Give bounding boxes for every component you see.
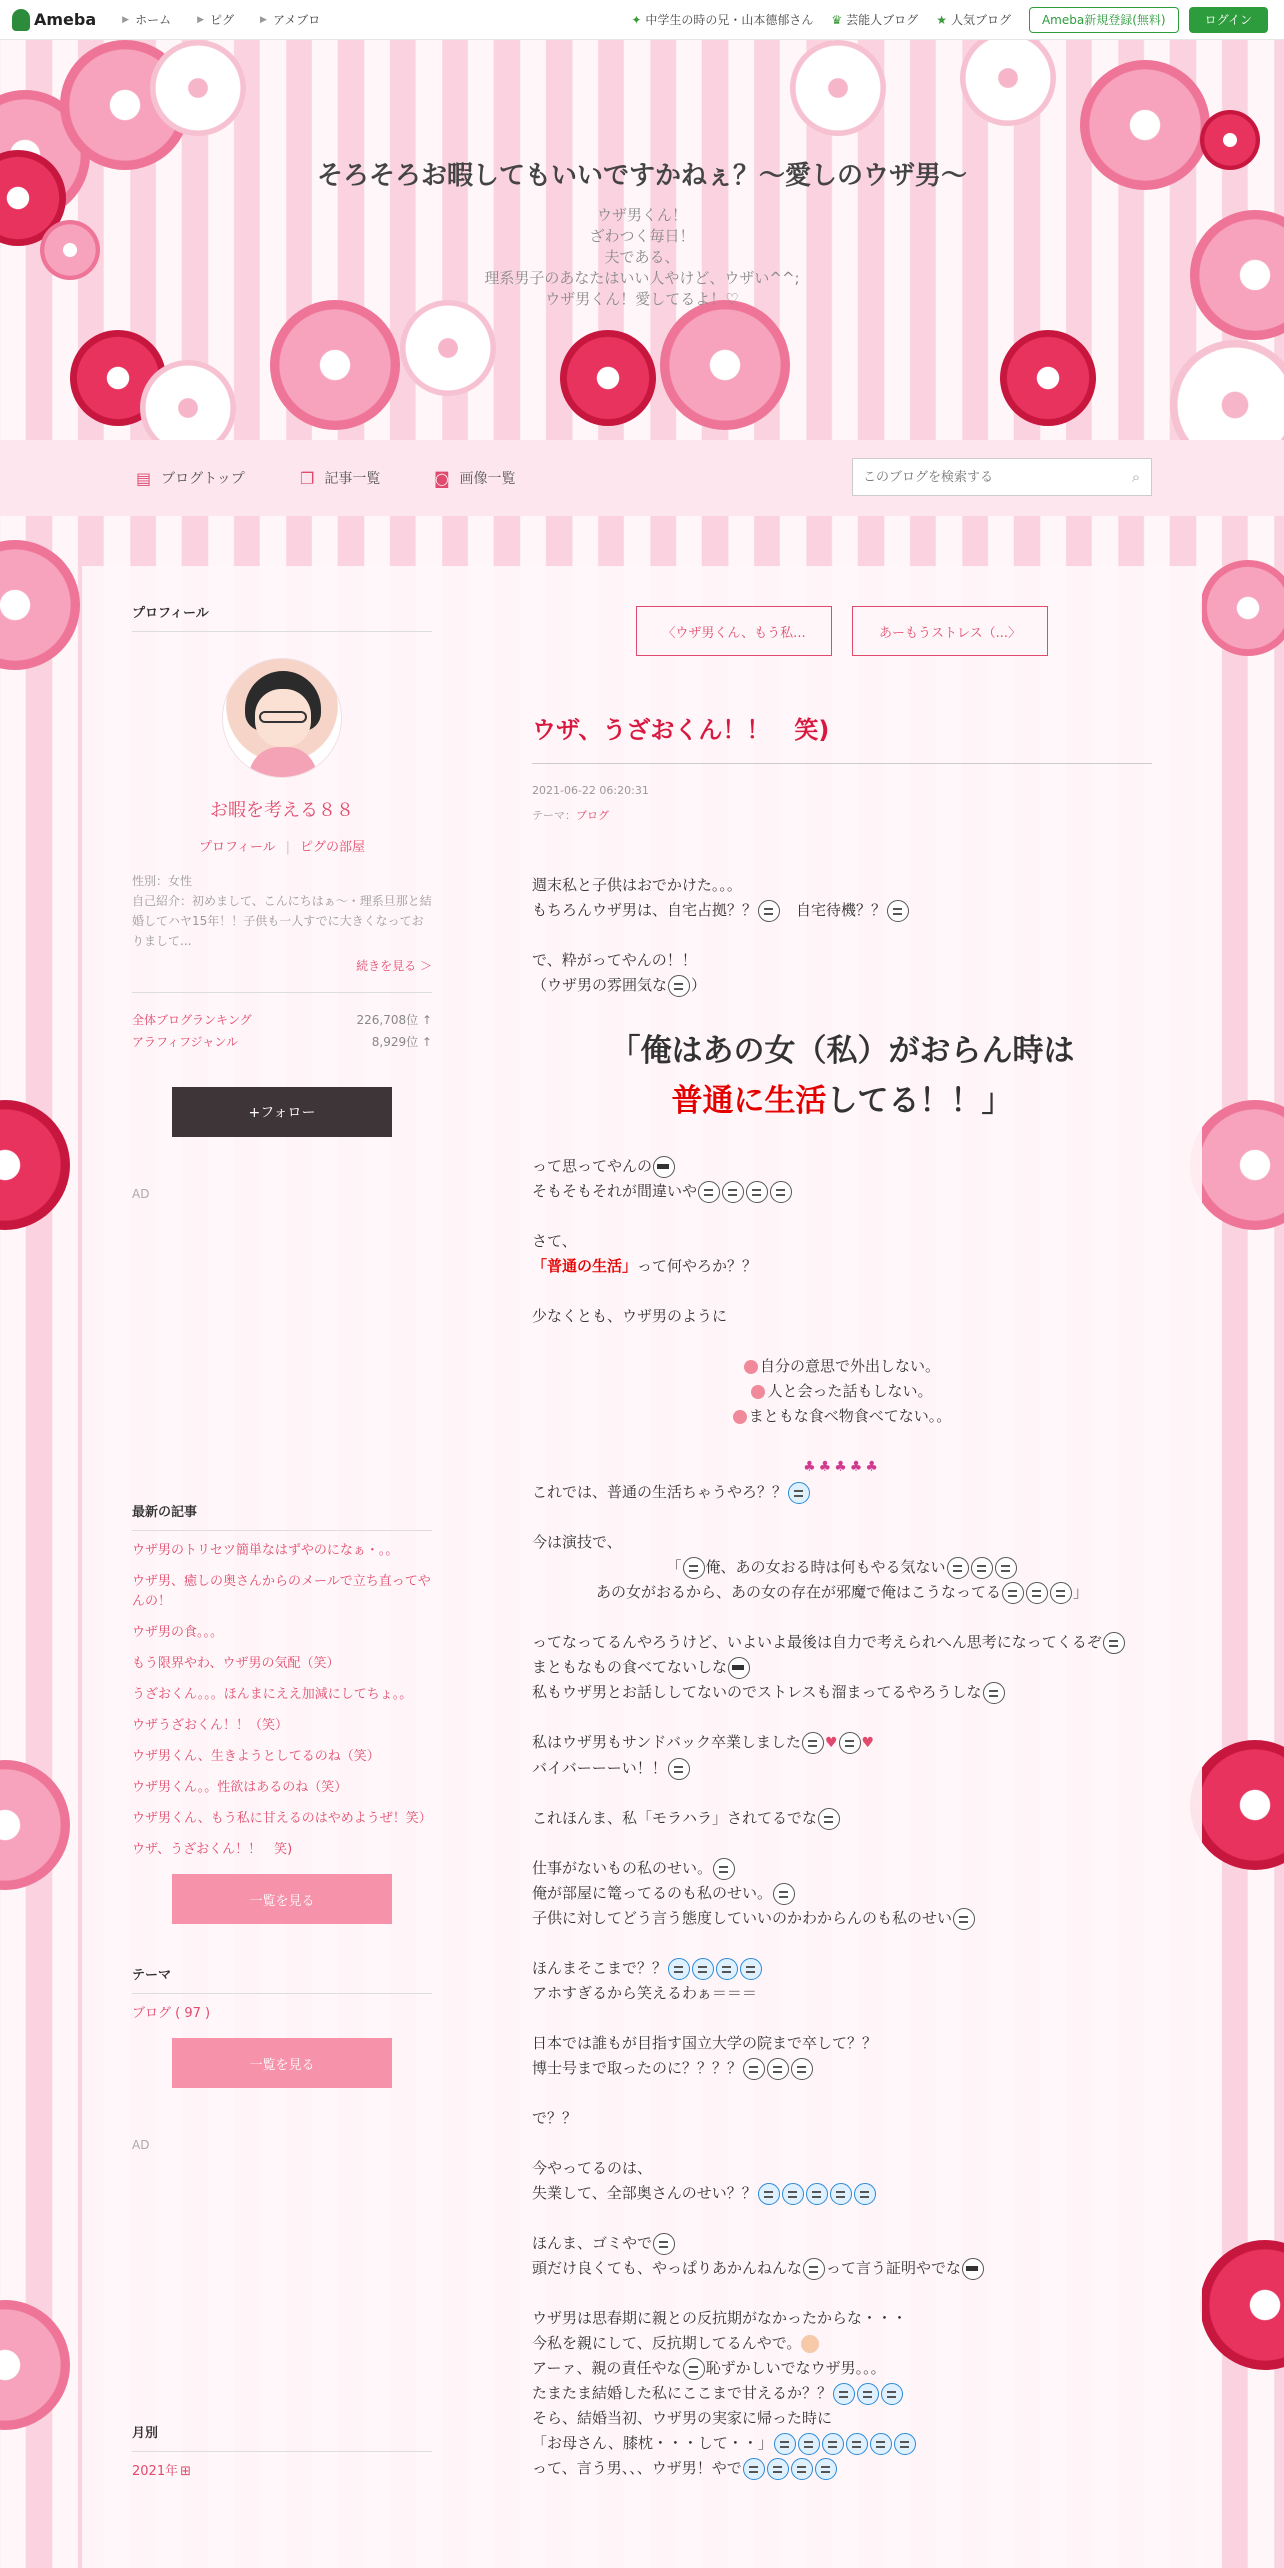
gnav-ameblo[interactable]: ▶ アメブロ [260, 13, 321, 27]
blog-title[interactable]: そろそろお暇してもいいですかねぇ？〜愛しのウザ男〜 [316, 161, 967, 191]
text: もちろんウザ男は、自宅占拠？？ [532, 901, 758, 919]
paragraph: アホすぎるから笑えるわぁ＝＝＝ [532, 1984, 757, 2002]
text: ） [691, 976, 707, 994]
face-emoji-icon [743, 2058, 765, 2080]
recent-article-link[interactable]: ウザ男のトリセツ簡単なはずやのになぁ・。。 [132, 1543, 399, 1558]
theme-link[interactable]: ブログ [576, 809, 609, 822]
triangle-icon: ▶ [197, 14, 205, 25]
highlight-quote [532, 1026, 1152, 1126]
face-emoji-icon [668, 975, 690, 997]
profile-links [132, 836, 432, 855]
crying-emoji-icon [668, 1958, 690, 1980]
star-icon: ★ [936, 12, 947, 27]
crying-emoji-icon [894, 2433, 916, 2455]
face-emoji-icon [953, 1908, 975, 1930]
theme-heading: テーマ [132, 1964, 432, 1994]
face-emoji-icon [803, 2258, 825, 2280]
crying-emoji-icon [774, 2433, 796, 2455]
paragraph [532, 1254, 1152, 1279]
text: 子供に対してどう言う態度していいのかわからんのも私のせい [532, 1909, 953, 1927]
triangle-icon: ▶ [260, 14, 267, 25]
theme-list [132, 2004, 432, 2024]
paragraph [532, 1806, 1152, 1831]
face-emoji-icon [971, 1557, 993, 1579]
text: 私はウザ男もサンドバック卒業しました [532, 1733, 801, 1751]
ranking-box [132, 992, 432, 1053]
paragraph [532, 1956, 1152, 1981]
recent-articles-list [132, 1541, 432, 1860]
search-icon[interactable]: ⌕ [1131, 468, 1141, 486]
monthly-heading: 月別 [132, 2422, 432, 2452]
paragraph: で、粋がってやんの！！ [532, 951, 697, 969]
month-link[interactable] [132, 2462, 432, 2482]
paragraph: 日本では誰もが目指す国立大学の院まで卒して？？ [532, 2034, 878, 2052]
nav-image-list[interactable]: ◙ 画像一覧 [434, 468, 516, 488]
face-emoji-icon [995, 1557, 1017, 1579]
follow-button[interactable]: +フォロー [172, 1087, 392, 1137]
face-emoji-icon [1050, 1582, 1072, 1604]
quote-line: 「俺はあの女（私）がおらん時は [609, 1033, 1075, 1069]
text: そもそもそれが間違いや [532, 1182, 698, 1200]
heart-icon: ♥ [824, 1735, 838, 1751]
chevron-left-icon: 〈 [662, 625, 676, 641]
face-emoji-icon [1026, 1582, 1048, 1604]
paragraph [532, 1881, 1152, 1906]
recent-article-link[interactable]: ウザうざおくん！！（笑） [132, 1718, 289, 1733]
flower-decoration [1190, 1100, 1284, 1230]
crown-icon: ♛ [831, 12, 843, 27]
month-label: 2021年 [132, 2464, 179, 2479]
heart-icon: ♥ [861, 1735, 875, 1751]
flower-decoration [0, 1100, 70, 1230]
text: 今私を親にして、反抗期してるんやで。 [532, 2334, 802, 2352]
text: （ウザ男の雰囲気な [532, 976, 668, 994]
triangle-icon: ▶ [122, 14, 130, 25]
crying-emoji-icon [870, 2433, 892, 2455]
face-emoji-icon [802, 1732, 824, 1754]
paragraph [532, 1906, 1152, 1931]
text: ってなってるんやろうけど、いよいよ最後は自力で考えられへん思考になってくるぞ [532, 1633, 1102, 1651]
paragraph: そら、結婚当初、ウザ男の実家に帰った時に [532, 2409, 833, 2427]
paragraph [532, 1404, 1152, 1429]
paragraph [532, 2231, 1152, 2256]
entry-title[interactable]: ウザ、うざおくん！！ 笑) [532, 710, 1152, 764]
crying-emoji-icon [798, 2433, 820, 2455]
text: 」 [1073, 1583, 1089, 1601]
flower-decoration [0, 1760, 70, 1890]
paragraph [532, 2381, 1152, 2406]
tulip-row [532, 1454, 1152, 1480]
text: ほんま、ゴミやで [532, 2234, 653, 2252]
paragraph [532, 898, 1152, 923]
flower-emoji-icon [733, 1410, 747, 1424]
ranking-value: 8,929位 ↑ [371, 1035, 432, 1049]
flower-decoration [0, 2300, 70, 2430]
paragraph: ウザ男は思春期に親との反抗期がなかったからな・・・ [532, 2309, 908, 2327]
face-emoji-icon [791, 2058, 813, 2080]
paragraph [532, 1480, 1152, 1505]
face-emoji-icon [653, 2233, 675, 2255]
login-button[interactable]: ログイン [1189, 7, 1268, 33]
paragraph [532, 1580, 1152, 1605]
face-emoji-icon [887, 900, 909, 922]
flower-emoji-icon [744, 1360, 758, 1374]
ameba-logo-icon [12, 9, 30, 31]
recent-article-link[interactable]: ウザ男の食。。。 [132, 1625, 224, 1640]
entry-date: 2021-06-22 06:20:31 [532, 784, 649, 797]
text: 「 [666, 1558, 682, 1576]
flower-decoration [1200, 2240, 1284, 2370]
paragraph: さて、 [532, 1232, 577, 1250]
entry-theme [532, 807, 1152, 823]
paragraph [532, 1379, 1152, 1404]
text: って言う証明やでな [826, 2259, 962, 2277]
crying-emoji-icon [822, 2433, 844, 2455]
crying-emoji-icon [788, 1482, 810, 1504]
ranking-value: 226,708位 ↑ [356, 1013, 432, 1027]
text: って思ってやんの [532, 1157, 653, 1175]
sunglasses-emoji-icon [728, 1657, 750, 1679]
baby-emoji-icon [801, 2335, 819, 2353]
ameba-global-bar [0, 0, 1284, 40]
ranking-label[interactable]: アラフィフジャンル [132, 1035, 239, 1049]
face-emoji-icon [947, 1557, 969, 1579]
text: 恥ずかしいでなウザ男。。。 [705, 2359, 886, 2377]
paragraph [532, 1730, 1152, 1756]
text: アーァ、親の責任やな [532, 2359, 682, 2377]
crying-emoji-icon [846, 2433, 868, 2455]
face-emoji-icon [683, 2358, 705, 2380]
ad-label: AD [132, 2138, 150, 2152]
crying-emoji-icon [833, 2383, 855, 2405]
sparkle-icon: ✦ [631, 12, 642, 27]
entry-pager [532, 606, 1152, 656]
gnav-pigg[interactable]: ▶ ピグ [197, 13, 235, 27]
text: 失業して、全部奥さんのせい？？ [532, 2184, 757, 2202]
face-emoji-icon [773, 1883, 795, 1905]
text: 人と会った話もしない。 [767, 1382, 933, 1400]
nav-blog-top[interactable]: ▤ ブログトップ [136, 468, 245, 488]
entry-body [532, 873, 1152, 2481]
blog-search [852, 458, 1152, 496]
trending-link[interactable]: ✦ 中学生の時の兄・山本德郁さん [631, 12, 814, 27]
text: 自宅待機？？ [781, 901, 887, 919]
text: って、言う男、、、ウザ男！やで [532, 2459, 742, 2477]
crying-emoji-icon [815, 2458, 837, 2480]
crying-emoji-icon [767, 2458, 789, 2480]
paragraph [532, 1655, 1152, 1680]
crying-emoji-icon [692, 1958, 714, 1980]
text: まともな食べ物食べてない。。 [748, 1407, 952, 1425]
profile-info: 性別：女性 自己紹介：初めまして、こんにちはぁ〜・理系旦那と結婚してハヤ15年！！子供も一人すでに大きくなっておりまして... [132, 874, 432, 948]
sidebar [132, 602, 432, 2493]
avatar[interactable] [222, 658, 342, 778]
monthly-list [132, 2462, 432, 2482]
ranking-row [132, 1009, 432, 1031]
next-entry-button[interactable]: あーもうストレス（... 〉 [852, 606, 1048, 656]
text: 「お母さん、膝枕・・・して・・」 [532, 2434, 773, 2452]
text: あの女がおるから、あの女の存在が邪魔で俺はこうなってる [595, 1583, 1001, 1601]
face-emoji-icon [683, 1557, 705, 1579]
face-emoji-icon [722, 1181, 744, 1203]
paragraph [532, 973, 1152, 998]
crying-emoji-icon [743, 2458, 765, 2480]
paragraph: 今やってるのは、 [532, 2159, 653, 2177]
recent-article-link[interactable]: もう限界やわ、ウザ男の気配（笑） [132, 1656, 340, 1671]
text: バイバーーーい！！ [532, 1759, 667, 1777]
theme-link[interactable]: ブログ ( 97 ) [132, 2006, 211, 2021]
text: してる！！」 [826, 1083, 1013, 1119]
crying-emoji-icon [830, 2183, 852, 2205]
paragraph: 週末私と子供はおでかけた。。。 [532, 876, 742, 894]
face-emoji-icon [668, 1758, 690, 1780]
read-more-link[interactable]: 続きを見る ＞ [356, 959, 432, 973]
paragraph: で？？ [532, 2109, 578, 2127]
text: これほんま、私「モラハラ」されてるでな [532, 1809, 817, 1827]
list-icon: ❐ [300, 468, 315, 488]
paragraph: 少なくとも、ウザ男のように [532, 1307, 728, 1325]
profile-link[interactable]: プロフィール [198, 840, 276, 855]
register-button[interactable]: Ameba新規登録(無料) [1029, 7, 1179, 33]
face-emoji-icon [746, 1181, 768, 1203]
paragraph [532, 2356, 1152, 2381]
theme-list-button[interactable]: 一覧を見る [172, 2038, 392, 2088]
paragraph [532, 2056, 1152, 2081]
paragraph [532, 2256, 1152, 2281]
face-emoji-icon [983, 1682, 1005, 1704]
text: 自分の意思で外出しない。 [759, 1357, 940, 1375]
text: 俺が部屋に篭ってるのも私のせい。 [532, 1884, 773, 1902]
theme-label: テーマ： [532, 809, 576, 822]
crying-emoji-icon [791, 2458, 813, 2480]
crying-emoji-icon [716, 1958, 738, 1980]
text: たまたま結婚した私にここまで甘えるか？？ [532, 2384, 833, 2402]
text: 俺、あの女おる時は何もやる気ない [705, 1558, 946, 1576]
paragraph [532, 2181, 1152, 2206]
popular-blog-link[interactable]: ★ 人気ブログ [936, 12, 1011, 27]
blog-description: ウザ男くん！ ざわつく毎日！ 夫である、 理系男子のあなたはいい人やけど、ウザい^^; ウザ男くん！愛してるよ！♡ [484, 206, 800, 308]
chevron-right-icon: 〉 [1008, 625, 1022, 641]
crying-emoji-icon [782, 2183, 804, 2205]
face-emoji-icon [839, 1732, 861, 1754]
text: 私もウザ男とお話ししてないのでストレスも溜まってるやろうしな [532, 1683, 982, 1701]
recent-article-link[interactable]: ウザ男くん。。性欲はあるのね（笑） [132, 1780, 348, 1795]
face-emoji-icon [698, 1181, 720, 1203]
paragraph [532, 1354, 1152, 1379]
celebrity-blog-link[interactable]: ♛ 芸能人ブログ [831, 12, 919, 27]
text: これでは、普通の生活ちゃうやろ？？ [532, 1483, 788, 1501]
emphasis: 「普通の生活」 [532, 1257, 638, 1275]
paragraph [532, 1856, 1152, 1881]
recent-list-button[interactable]: 一覧を見る [172, 1874, 392, 1924]
angry-emoji-icon [818, 1808, 840, 1830]
paragraph: 今は演技で、 [532, 1533, 622, 1551]
flower-decoration [1190, 1740, 1284, 1870]
recent-article-link[interactable]: ウザ男くん、生きようとしてるのね（笑） [132, 1749, 380, 1764]
paragraph [532, 1555, 1152, 1580]
profile-heading: プロフィール [132, 602, 432, 632]
paragraph [532, 1179, 1152, 1204]
avatar-glasses [259, 711, 307, 723]
crying-emoji-icon [857, 2383, 879, 2405]
face-emoji-icon [713, 1858, 735, 1880]
sunglasses-emoji-icon [962, 2258, 984, 2280]
quote-emphasis: 普通に生活 [671, 1083, 827, 1119]
face-emoji-icon [1002, 1582, 1024, 1604]
paragraph [532, 1680, 1152, 1705]
paragraph [532, 1756, 1152, 1781]
text: 仕事がないもの私のせい。 [532, 1859, 713, 1877]
recent-article-link[interactable]: ウザ男くん、もう私に甘えるのはやめようぜ！笑） [132, 1811, 432, 1826]
ameba-logo[interactable]: Ameba [12, 9, 96, 31]
avatar-body [249, 747, 317, 778]
paragraph [532, 2331, 1152, 2356]
blog-icon: ▤ [136, 468, 152, 488]
prev-entry-button[interactable]: 〈 ウザ男くん、もう私... [636, 606, 832, 656]
content-container [82, 566, 1202, 2568]
profile-name[interactable]: お暇を考える８８ [210, 800, 354, 821]
crying-emoji-icon [806, 2183, 828, 2205]
crying-emoji-icon [881, 2383, 903, 2405]
expand-icon[interactable]: ⊞ [180, 2464, 191, 2479]
sunglasses-emoji-icon [653, 1156, 675, 1178]
text: ほんまそこまで？？ [532, 1959, 668, 1977]
face-emoji-icon [767, 2058, 789, 2080]
text: まともなもの食べてないしな [532, 1658, 728, 1676]
nav-entry-list[interactable]: ❐ 記事一覧 [300, 468, 381, 488]
flower-decoration [0, 540, 80, 670]
text: 博士号まで取ったのに？？？？ [532, 2059, 743, 2077]
text: 頭だけ良くても、やっぱりあかんねんな [532, 2259, 803, 2277]
search-input[interactable] [853, 459, 1121, 495]
face-emoji-icon [770, 1181, 792, 1203]
paragraph [532, 1154, 1152, 1179]
flower-emoji-icon [751, 1385, 765, 1399]
text: って何やろか？？ [637, 1257, 758, 1275]
gnav-home[interactable]: ▶ ホーム [122, 13, 172, 27]
divider: | [285, 840, 291, 855]
pigg-room-link[interactable]: ピグの部屋 [300, 840, 366, 855]
face-emoji-icon [1103, 1632, 1125, 1654]
flower-decoration [1200, 560, 1284, 656]
paragraph [532, 1630, 1152, 1655]
ranking-label[interactable]: 全体ブログランキング [132, 1013, 252, 1027]
quote-line [532, 1076, 1152, 1126]
tulip-icon: ♣♣♣♣♣ [803, 1459, 881, 1475]
blog-header [0, 40, 1284, 440]
camera-icon: ◙ [434, 468, 450, 488]
crying-emoji-icon [854, 2183, 876, 2205]
paragraph [532, 2431, 1152, 2456]
ad-label: AD [132, 1187, 150, 1201]
entry-main [532, 606, 1152, 2481]
crying-emoji-icon [740, 1958, 762, 1980]
recent-article-link[interactable]: うざおくん。。。ほんまにええ加減にしてちょ。。 [132, 1687, 413, 1702]
ranking-row [132, 1031, 432, 1053]
recent-article-link[interactable]: ウザ男、癒しの奥さんからのメールで立ち直ってやんの！ [132, 1574, 431, 1609]
blog-navbar [0, 440, 1284, 516]
face-emoji-icon [758, 900, 780, 922]
crying-emoji-icon [758, 2183, 780, 2205]
recent-article-link[interactable]: ウザ、うざおくん！！ 笑) [132, 1842, 293, 1857]
paragraph [532, 2456, 1152, 2481]
recent-articles-heading: 最新の記事 [132, 1501, 432, 1531]
